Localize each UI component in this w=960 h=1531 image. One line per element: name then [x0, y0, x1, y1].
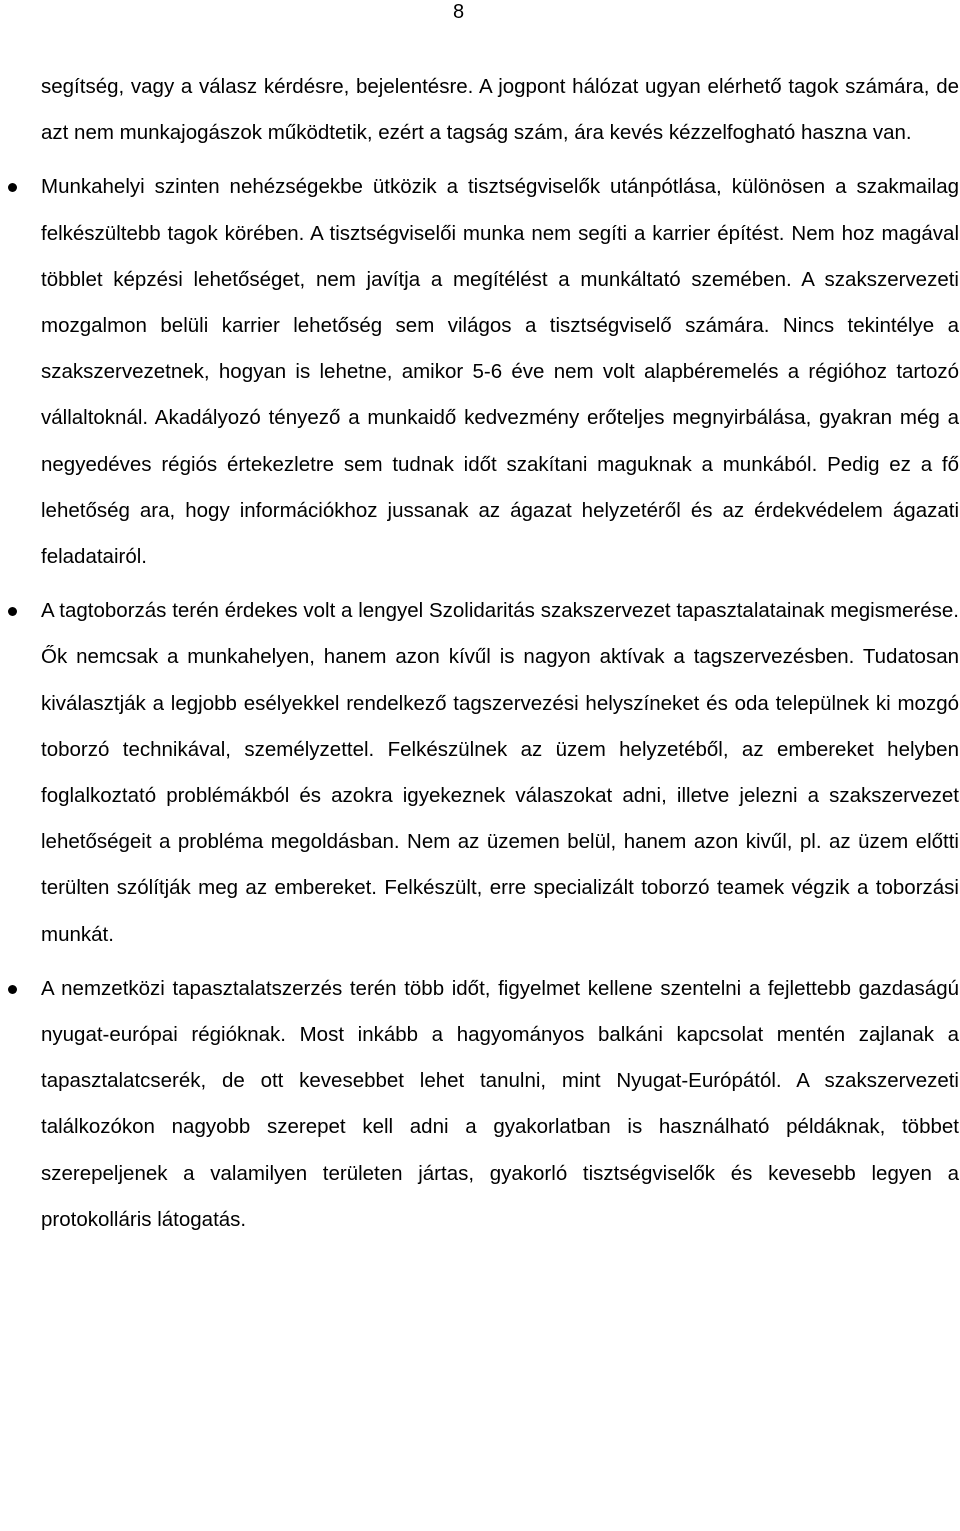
list-item-text: A tagtoborzás terén érdekes volt a lengyel Szolidaritás szakszervezet tapasztalatainak megismerése. Ők nemcsak a munkahelyen, hanem azon kívűl is nagyon aktívak a tagszervezésben. Tudatosan kiválasztják a legjobb esélyekkel rendelkező tagszervezési helyszíneket és oda települnek ki mozgó toborzó technikával, személyzettel. Felkészülnek az üzem helyzetéből, az embereket helyben foglalkoztató problémákból és azokra igyekeznek válaszokat adni, illetve jelezni a szakszervezet lehetőségeit a probléma megoldásban. Nem az üzemen belül, hanem azon kivűl, pl. az üzem előtti terülten szólítják meg az embereket. Felkészült, erre specializált toborzó teamek végzik a toborzási munkát. [41, 599, 959, 946]
document-body [41, 64, 959, 1243]
bullet-icon [8, 607, 17, 616]
intro-paragraph: segítség, vagy a válasz kérdésre, bejelentésre. A jogpont hálózat ugyan elérhető tagok számára, de azt nem munkajogászok működtetik, ezért a tagság szám, ára kevés kézzelfogható haszna van. [41, 75, 959, 145]
bullet-icon [8, 183, 17, 192]
list-item [41, 966, 959, 1243]
page-number: 8 [453, 1, 465, 23]
list-item-text: A nemzetközi tapasztalatszerzés terén több időt, figyelmet kellene szentelni a fejlettebb gazdaságú nyugat-európai régióknak. Most inkább a hagyományos balkáni kapcsolat mentén zajlanak a tapasztalatcserék, de ott kevesebbet lehet tanulni, mint Nyugat-Európától. A szakszervezeti találkozókon nagyobb szerepet kell adni a gyakorlatban is használható példáknak, többet szerepeljenek a valamilyen területen jártas, gyakorló tisztségviselők és kevesebb legyen a protokolláris látogatás. [41, 976, 959, 1231]
list-item [41, 588, 959, 958]
list-item-text: Munkahelyi szinten nehézségekbe ütközik a tisztségviselők utánpótlása, különösen a szakmailag felkészültebb tagok körében. A tisztségviselői munka nem segíti a karrier építést. Nem hoz magával többlet képzési lehetőséget, nem javítja a megítélést a munkáltató szemében. A szakszervezeti mozgalmon belüli karrier lehetőség sem világos a tisztségviselő számára. Nincs tekintélye a szakszervezetnek, hogyan is lehetne, amikor 5-6 éve nem volt alapbéremelés a régióhoz tartozó vállaltoknál. Akadályozó tényező a munkaidő kedvezmény erőteljes megnyirbálása, gyakran még a negyedéves régiós értekezletre sem tudnak időt szakítani maguknak a munkából. Pedig ez a fő lehetőség ara, hogy információkhoz jussanak az ágazat helyzetéről és az érdekvédelem ágazati feladatairól. [41, 175, 959, 569]
bullet-list [41, 164, 959, 1243]
list-item [41, 164, 959, 580]
bullet-icon [8, 985, 17, 994]
